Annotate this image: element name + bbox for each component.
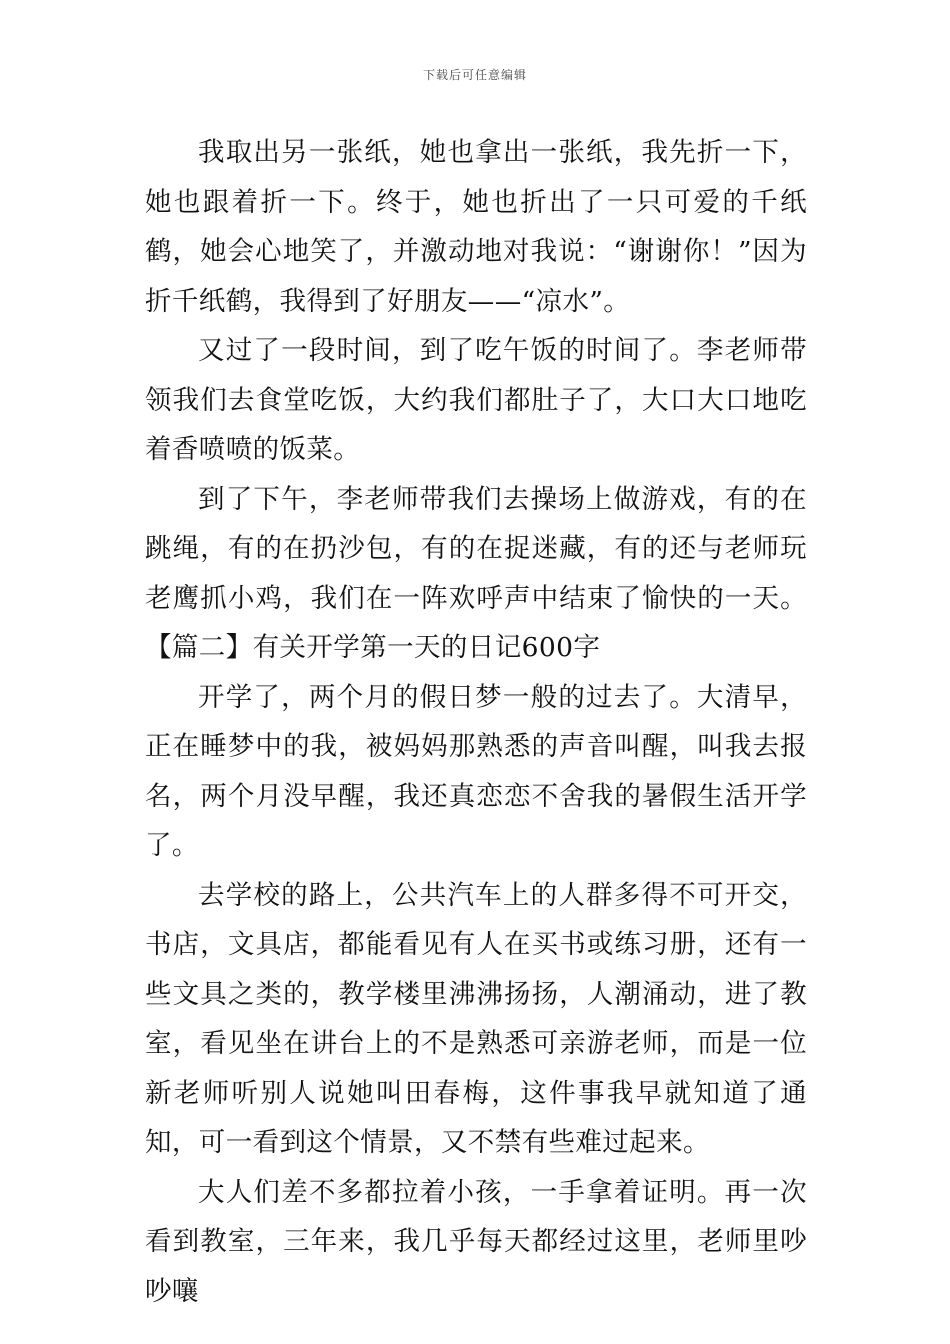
paragraph-6: 大人们差不多都拉着小孩，一手拿着证明。再一次看到教室，三年来，我几乎每天都经过这里，老师里吵吵嚷 [145, 1176, 807, 1307]
paragraph-1: 我取出另一张纸，她也拿出一张纸，我先折一下，她也跟着折一下。终于，她也折出了一只可爱的千纸鹤，她会心地笑了，并激动地对我说：“谢谢你！”因为折千纸鹤，我得到了好朋友——“凉水”。 [145, 137, 807, 317]
paragraph-5: 去学校的路上，公共汽车上的人群多得不可开交，书店，文具店，都能看见有人在买书或练习册，还有一些文具之类的，教学楼里沸沸扬扬，人潮涌动，进了教室，看见坐在讲台上的不是熟悉可亲游老师，而是一位新老师听别人说她叫田春梅，这件事我早就知道了通知，可一看到这个情景，又不禁有些难过起来。 [145, 879, 807, 1158]
paragraph-3: 到了下午，李老师带我们去操场上做游戏，有的在跳绳，有的在扔沙包，有的在捉迷藏，有的还与老师玩老鹰抓小鸡，我们在一阵欢呼声中结束了愉快的一天。【篇二】有关开学第一天的日记600字 [145, 483, 807, 663]
document-body [145, 128, 807, 1316]
paragraph-2: 又过了一段时间，到了吃午饭的时间了。李老师带领我们去食堂吃饭，大约我们都肚子了，大口大口地吃着香喷喷的饭菜。 [145, 335, 807, 465]
page-header: 下载后可任意编辑 [422, 68, 527, 82]
paragraph-4: 开学了，两个月的假日梦一般的过去了。大清早，正在睡梦中的我，被妈妈那熟悉的声音叫醒，叫我去报名，两个月没早醒，我还真恋恋不舍我的暑假生活开学了。 [145, 681, 807, 861]
